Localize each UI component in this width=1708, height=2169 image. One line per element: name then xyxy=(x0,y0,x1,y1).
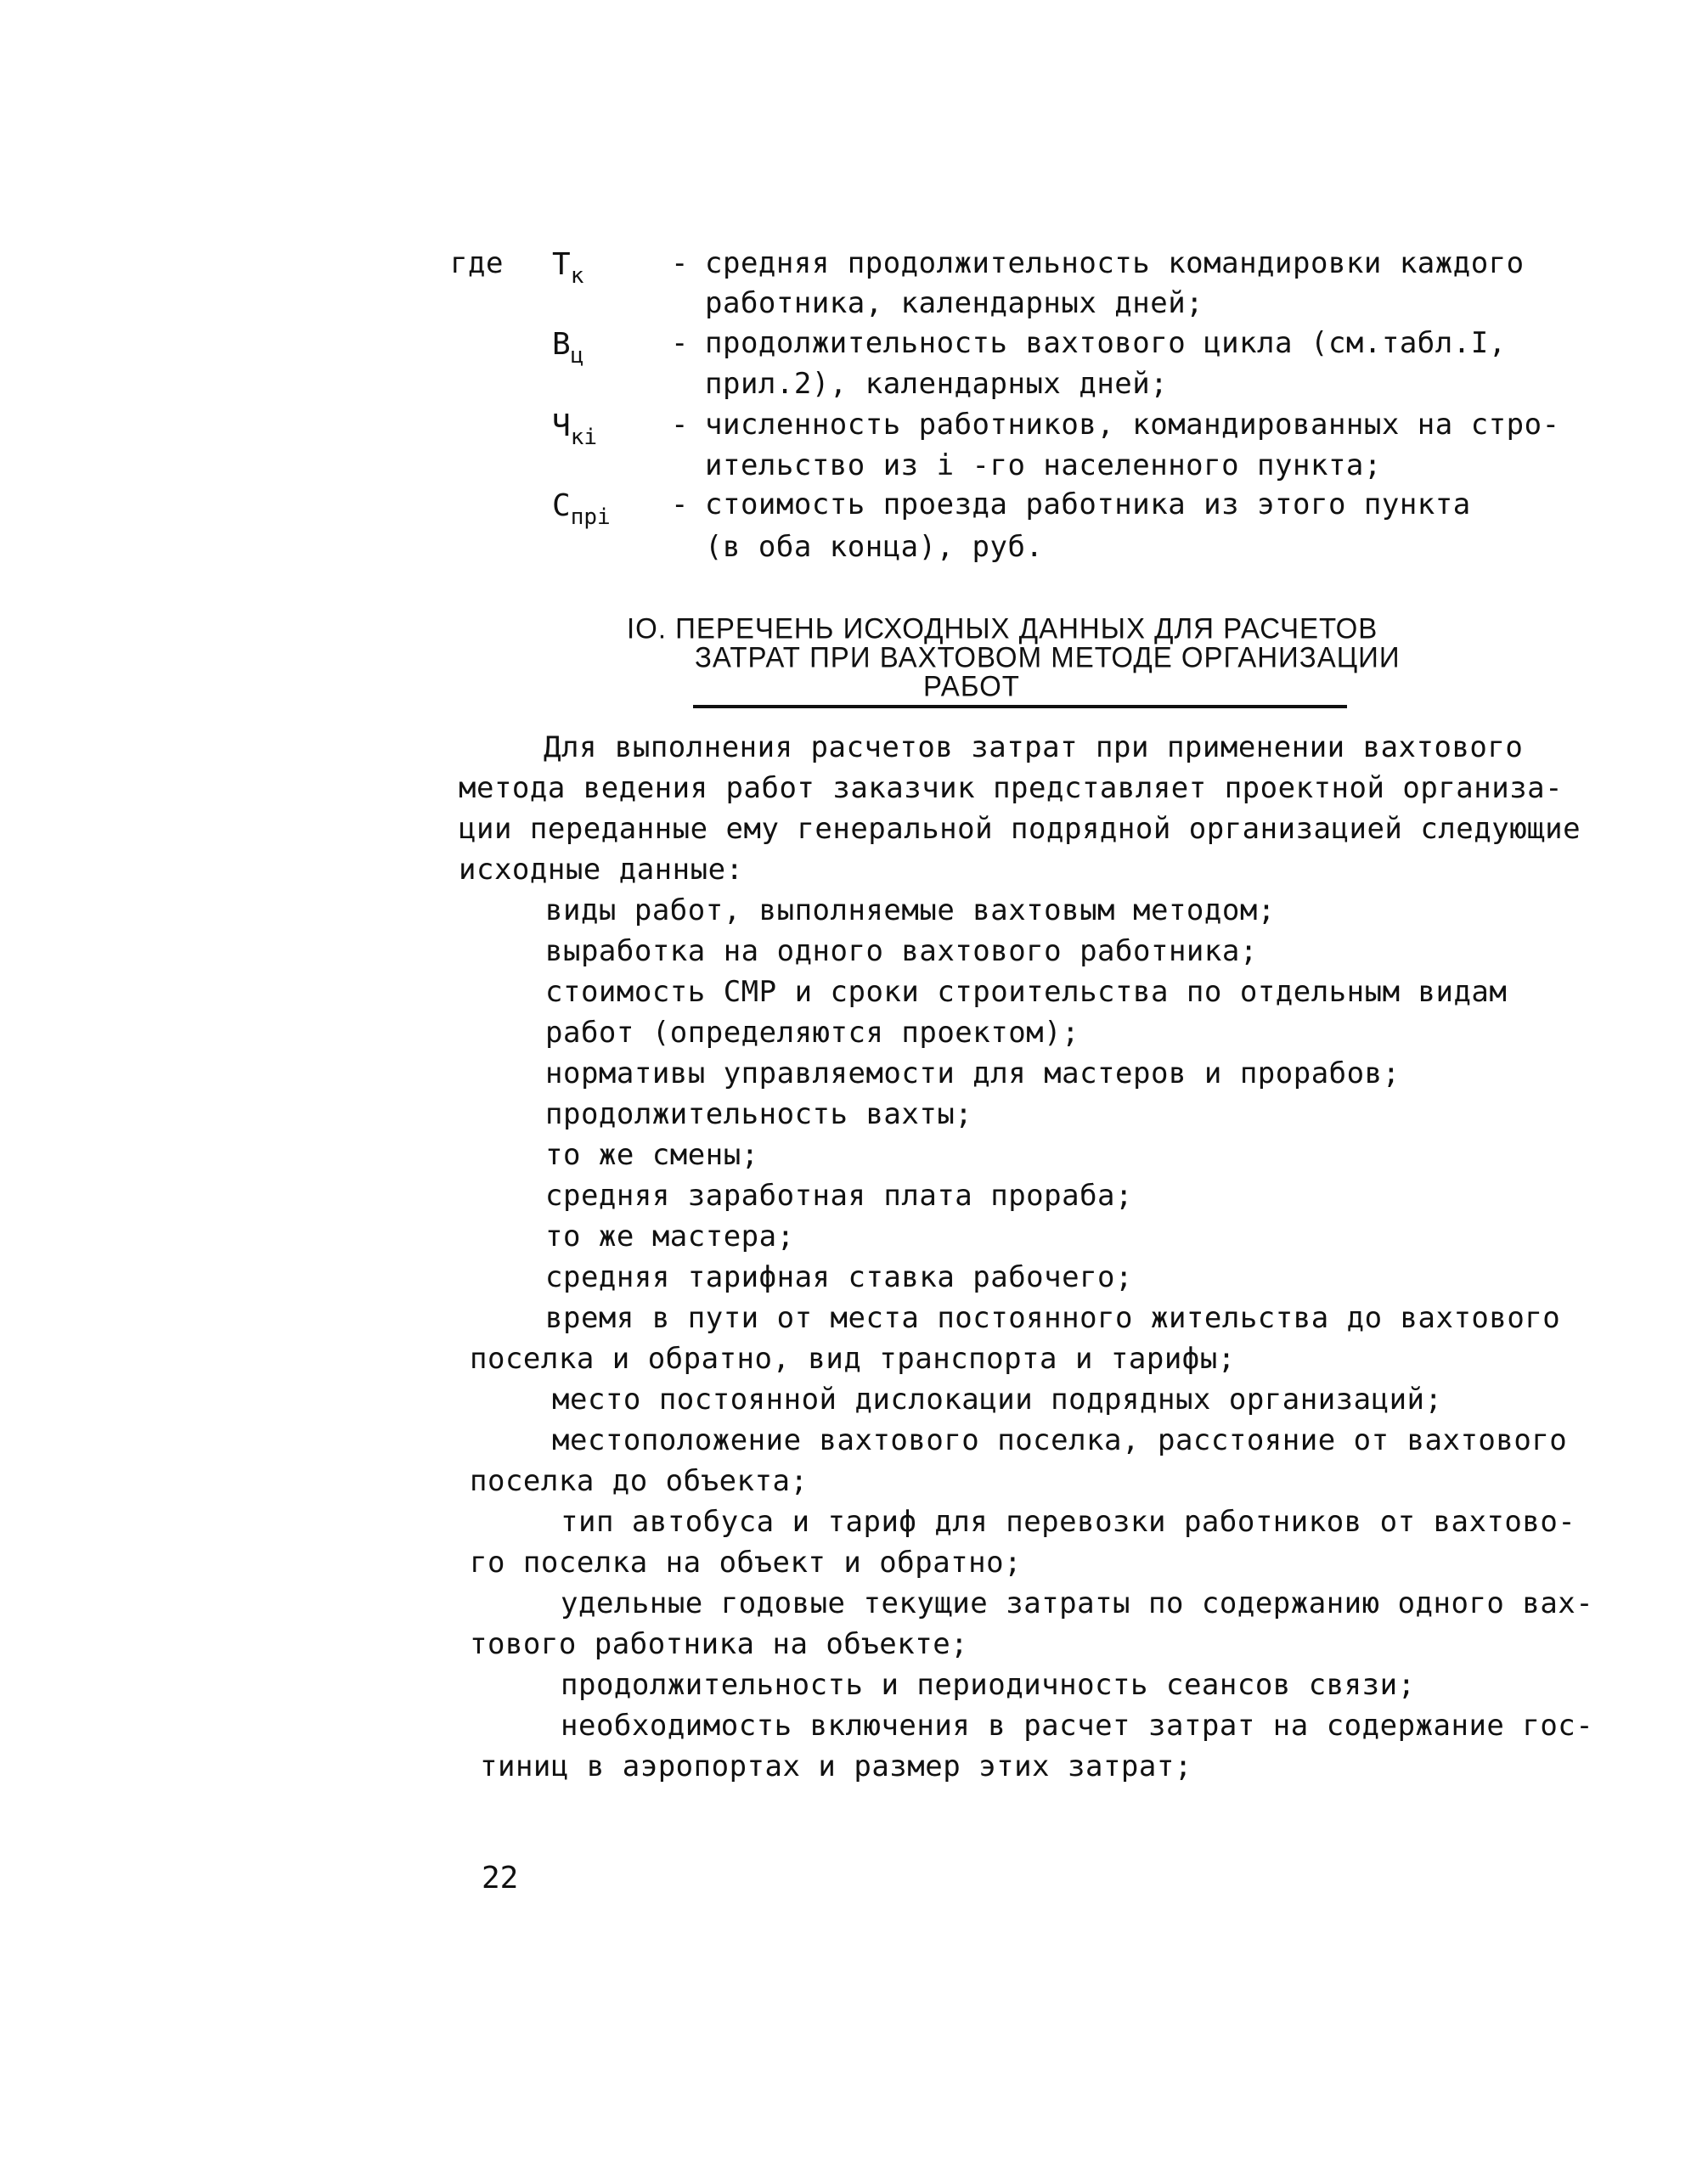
list-item: необходимость включения в расчет затрат на содержание гос- xyxy=(561,1709,1594,1743)
list-item: виды работ, выполняемые вахтовым методом; xyxy=(545,893,1276,927)
section-heading-line3: РАБОТ xyxy=(923,669,1020,702)
paragraph-line: Для выполнения расчетов затрат при применении вахтового xyxy=(544,730,1524,764)
list-item: средняя тарифная ставка рабочего; xyxy=(545,1260,1134,1294)
list-item: продолжительность и периодичность сеансов связи; xyxy=(561,1668,1416,1702)
definition-text: средняя продолжительность командировки каждого xyxy=(705,246,1525,280)
list-item: го поселка на объект и обратно; xyxy=(470,1546,1023,1580)
list-item: поселка до объекта; xyxy=(470,1464,809,1498)
definition-dash: - xyxy=(671,487,689,521)
symbol-vc: $В_ц$ xyxy=(552,327,584,369)
list-item: работ (определяются проектом); xyxy=(545,1016,1080,1050)
definition-text: прил.2), календарных дней; xyxy=(705,367,1169,401)
list-item: тип автобуса и тариф для перевозки работников от вахтово- xyxy=(561,1505,1576,1539)
where-label: где xyxy=(450,246,504,280)
definition-text: численность работников, командированных на стро- xyxy=(705,408,1560,442)
definition-dash: - xyxy=(671,246,689,280)
symbol-chk: $Ч_{кi}$ xyxy=(552,408,597,450)
definition-text: продолжительность вахтового цикла (см.табл.I, xyxy=(705,326,1507,360)
definition-dash: - xyxy=(671,326,689,360)
paragraph-line: метода ведения работ заказчик представляет проектной организа- xyxy=(459,771,1564,805)
list-item: стоимость СМР и сроки строительства по отдельным видам xyxy=(545,975,1508,1009)
symbol-tk: $T_к$ xyxy=(552,247,584,289)
list-item: местоположение вахтового поселка, расстояние от вахтового xyxy=(552,1423,1568,1457)
list-item: нормативы управляемости для мастеров и прорабов; xyxy=(545,1056,1401,1090)
section-heading-line2: ЗАТРАТ ПРИ ВАХТОВОМ МЕТОДЕ ОРГАНИЗАЦИИ xyxy=(695,640,1401,673)
list-item: тового работника на объекте; xyxy=(470,1627,969,1661)
symbol-cpr: $С_{прi}$ xyxy=(552,488,611,530)
paragraph-line: исходные данные: xyxy=(459,853,744,887)
list-item: место постоянной дислокации подрядных организаций; xyxy=(552,1383,1443,1417)
definition-text: стоимость проезда работника из этого пункта xyxy=(705,487,1471,521)
list-item: средняя заработная плата прораба; xyxy=(545,1179,1134,1213)
list-item: тиниц в аэропортах и размер этих затрат; xyxy=(480,1749,1192,1783)
list-item: то же мастера; xyxy=(545,1220,795,1254)
list-item: время в пути от места постоянного жительства до вахтового xyxy=(545,1301,1561,1335)
list-item: удельные годовые текущие затраты по содержанию одного вах- xyxy=(561,1586,1594,1620)
paragraph-line: ции переданные ему генеральной подрядной организацией следующие xyxy=(459,812,1581,846)
heading-underline xyxy=(693,705,1347,708)
definition-text: (в оба конца), руб. xyxy=(705,530,1044,564)
definition-dash: - xyxy=(671,408,689,442)
definition-text: работника, календарных дней; xyxy=(705,286,1204,320)
list-item: выработка на одного вахтового работника; xyxy=(545,934,1258,968)
list-item: продолжительность вахты; xyxy=(545,1097,973,1131)
page-number: 22 xyxy=(482,1861,519,1896)
definition-text: ительство из i -го населенного пункта; xyxy=(705,448,1382,482)
section-heading-line1: IO. ПЕРЕЧЕНЬ ИСХОДНЫХ ДАННЫХ ДЛЯ РАСЧЕТОВ xyxy=(627,611,1378,645)
list-item: поселка и обратно, вид транспорта и тарифы; xyxy=(470,1342,1236,1376)
list-item: то же смены; xyxy=(545,1138,759,1172)
